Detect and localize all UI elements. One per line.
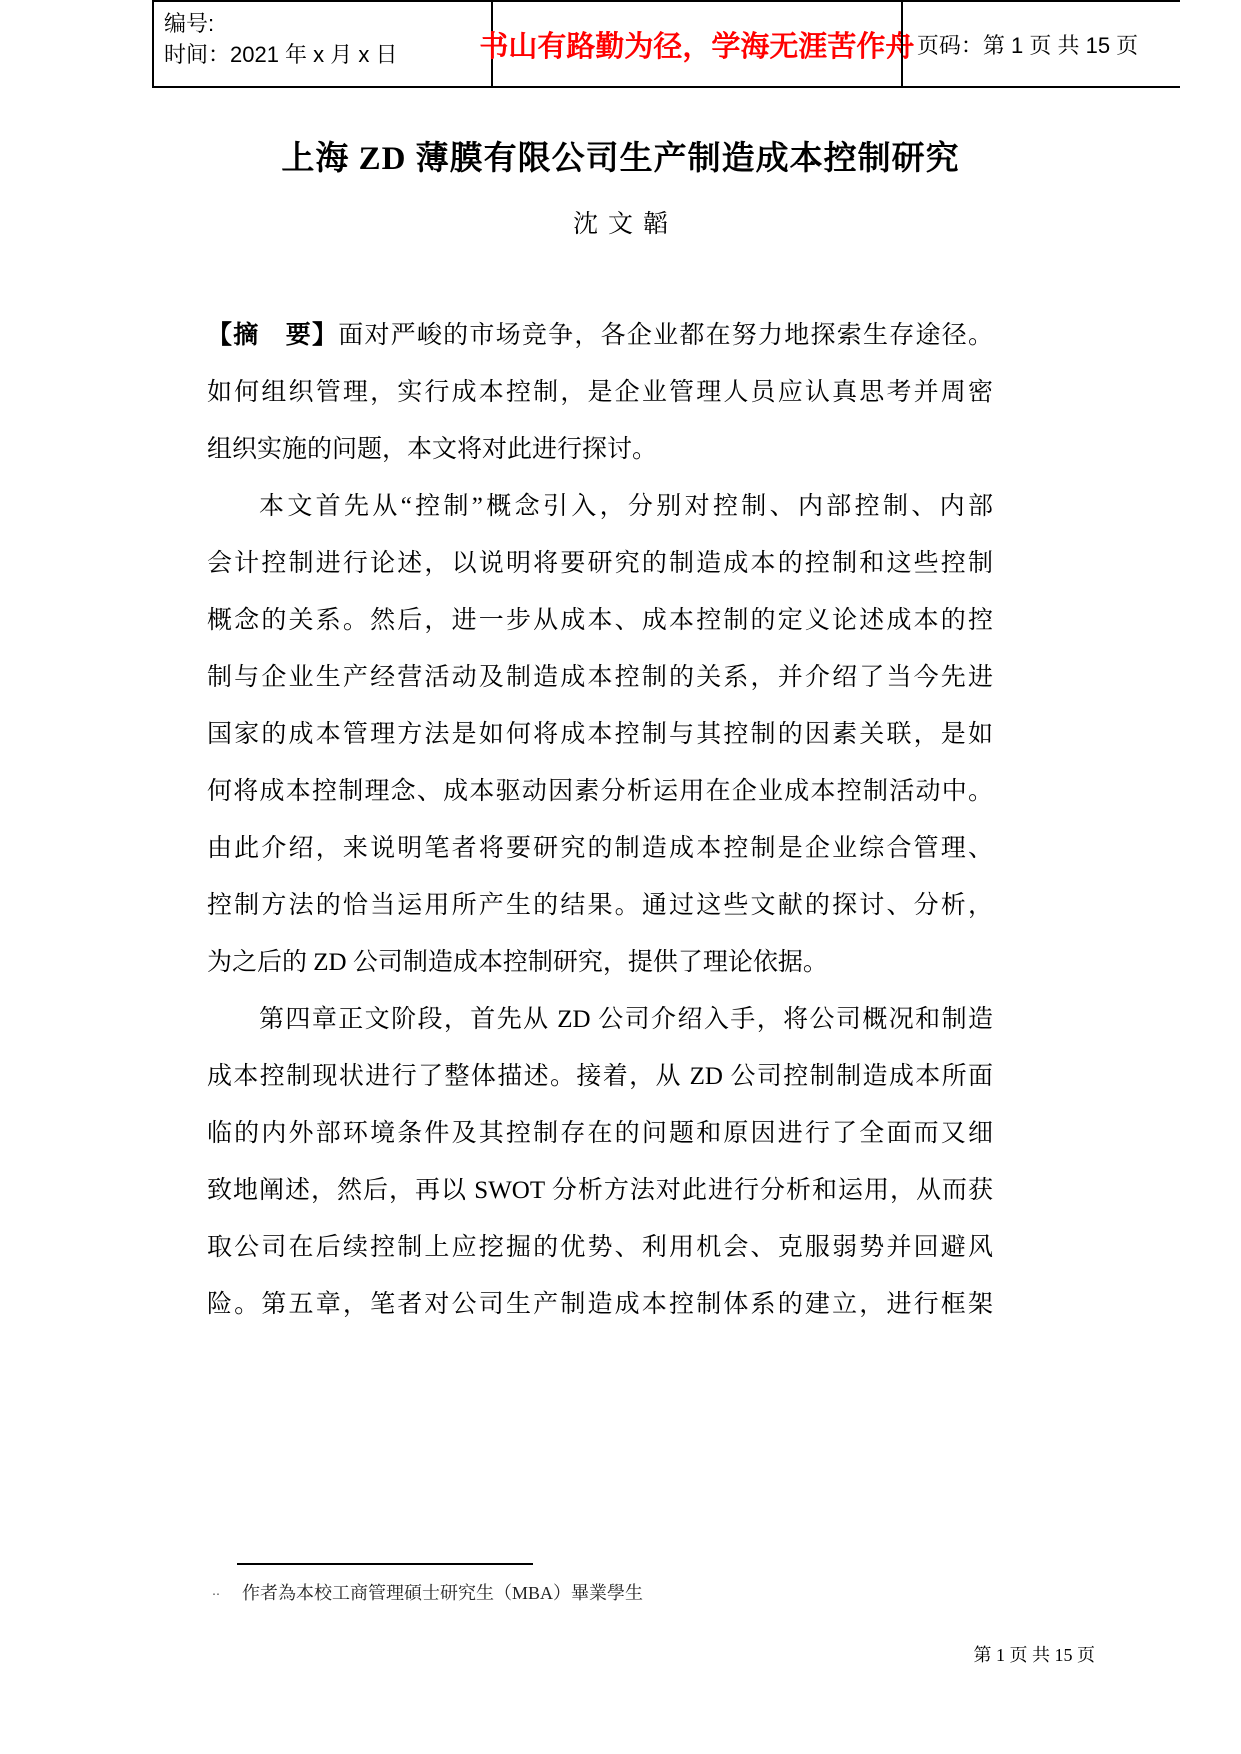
body-line: 概念的关系。然后，进一步从成本、成本控制的定义论述成本的控: [207, 607, 993, 634]
body-line: [207, 307, 993, 364]
footnote: [212, 1578, 643, 1606]
body-line: 制与企业生产经营活动及制造成本控制的关系，并介绍了当今先进: [207, 664, 993, 691]
footnote-marker: ‥: [212, 1584, 221, 1598]
footnote-separator: [237, 1563, 533, 1565]
header-page-info: 页码：第 1 页 共 15 页: [901, 2, 1180, 86]
header-motto: 书山有路勤为径，学海无涯苦作舟: [491, 2, 901, 86]
body-line: 本文首先从“控制”概念引入，分别对控制、内部控制、内部: [259, 493, 993, 520]
body-line: 如何组织管理，实行成本控制，是企业管理人员应认真思考并周密: [207, 379, 993, 406]
body-line: 致地阐述，然后，再以 SWOT 分析方法对此进行分析和运用，从而获: [207, 1177, 993, 1204]
body-line: 险。第五章，笔者对公司生产制造成本控制体系的建立，进行框架: [207, 1291, 993, 1318]
body-line: 成本控制现状进行了整体描述。接着，从 ZD 公司控制制造成本所面: [207, 1063, 993, 1090]
page-number-footer: 第 1 页 共 15 页: [973, 1645, 1095, 1665]
body-line: 组织实施的问题，本文将对此进行探讨。: [207, 436, 658, 463]
body-line-text: 面对严峻的市场竞争，各企业都在努力地探索生存途径。: [338, 322, 993, 349]
body-line: 第四章正文阶段，首先从 ZD 公司介绍入手，将公司概况和制造: [259, 1006, 993, 1033]
body-line: 何将成本控制理念、成本驱动因素分析运用在企业成本控制活动中。: [207, 778, 993, 805]
body-line: 取公司在后续控制上应挖掘的优势、利用机会、克服弱势并回避风: [207, 1234, 993, 1261]
doc-date-label: 时间：2021 年 x 月 x 日: [164, 42, 398, 67]
doc-number-label: 编号:: [164, 11, 215, 36]
body-line: 为之后的 ZD 公司制造成本控制研究，提供了理论依据。: [207, 949, 828, 976]
author-name: 沈文韜: [572, 211, 678, 238]
body-line: 由此介绍，来说明笔者将要研究的制造成本控制是企业综合管理、: [207, 835, 993, 862]
page-title: 上海 ZD 薄膜有限公司生产制造成本控制研究: [281, 141, 960, 177]
footnote-text: 作者為本校工商管理碩士研究生（MBA）畢業學生: [242, 1583, 644, 1603]
body-line: 会计控制进行论述，以说明将要研究的制造成本的控制和这些控制: [207, 550, 993, 577]
abstract-label: 【摘 要】: [207, 322, 339, 349]
body-line: 临的内外部环境条件及其控制存在的问题和原因进行了全面而又细: [207, 1120, 993, 1147]
body-line: 控制方法的恰当运用所产生的结果。通过这些文献的探讨、分析，: [207, 892, 993, 919]
header-cell-meta: [154, 2, 491, 86]
abstract-body: [207, 307, 993, 1333]
body-line: 国家的成本管理方法是如何将成本控制与其控制的因素关联，是如: [207, 721, 993, 748]
header-table: [152, 0, 1180, 88]
